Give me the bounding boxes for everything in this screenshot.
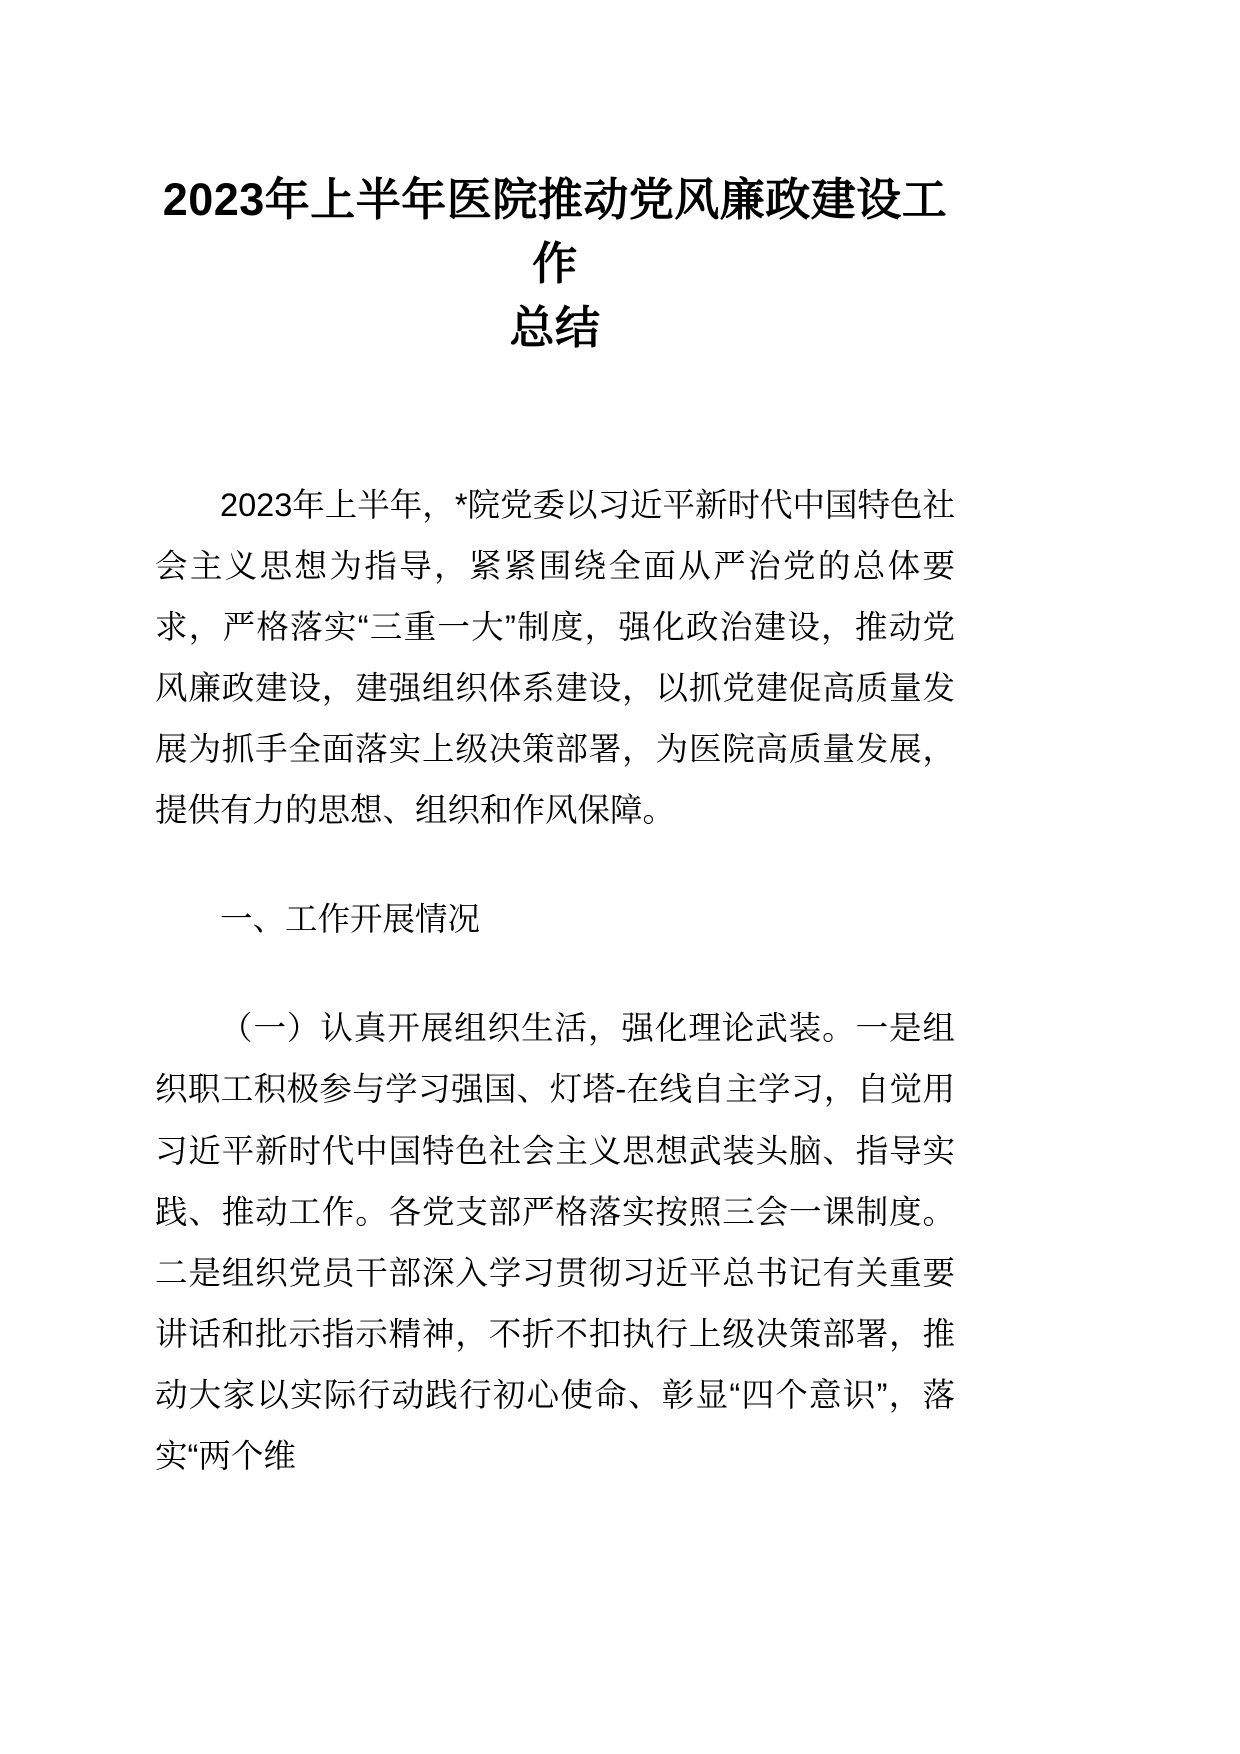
paragraph-section-one-item-one: （一）认真开展组织生活，强化理论武装。一是组织职工积极参与学习强国、灯塔-在线自主学习，自觉用习近平新时代中国特色社会主义思想武装头脑、指导实践、推动工作。各党支部严格落实按照三会一课制度。二是组织党员干部深入学习贯彻习近平总书记有关重要讲话和批示指示精神，不折不扣执行上级决策部署，推动大家以实际行动践行初心使命、彰显“四个意识”，落实“两个维 xyxy=(155,1010,955,1474)
paragraph-spacer-2 xyxy=(155,950,955,998)
document-title-block xyxy=(155,0,955,360)
page-content xyxy=(155,0,955,1487)
title-line-1: 2023年上半年医院推动党风廉政建设工作 xyxy=(162,174,948,289)
paragraph-spacer-1 xyxy=(155,841,955,889)
title-line-2: 总结 xyxy=(509,301,601,353)
paragraph-intro: 2023年上半年，*院党委以习近平新时代中国特色社会主义思想为指导，紧紧围绕全面从严治党的总体要求，严格落实“三重一大”制度，强化政治建设，推动党风廉政建设，建强组织体系建设，以抓党建促高质量发展为抓手全面落实上级决策部署，为医院高质量发展，提供有力的思想、组织和作风保障。 xyxy=(155,486,955,829)
page-title xyxy=(155,168,955,360)
section-heading-one: 一、工作开展情况 xyxy=(220,901,481,938)
document-body xyxy=(155,360,955,1487)
